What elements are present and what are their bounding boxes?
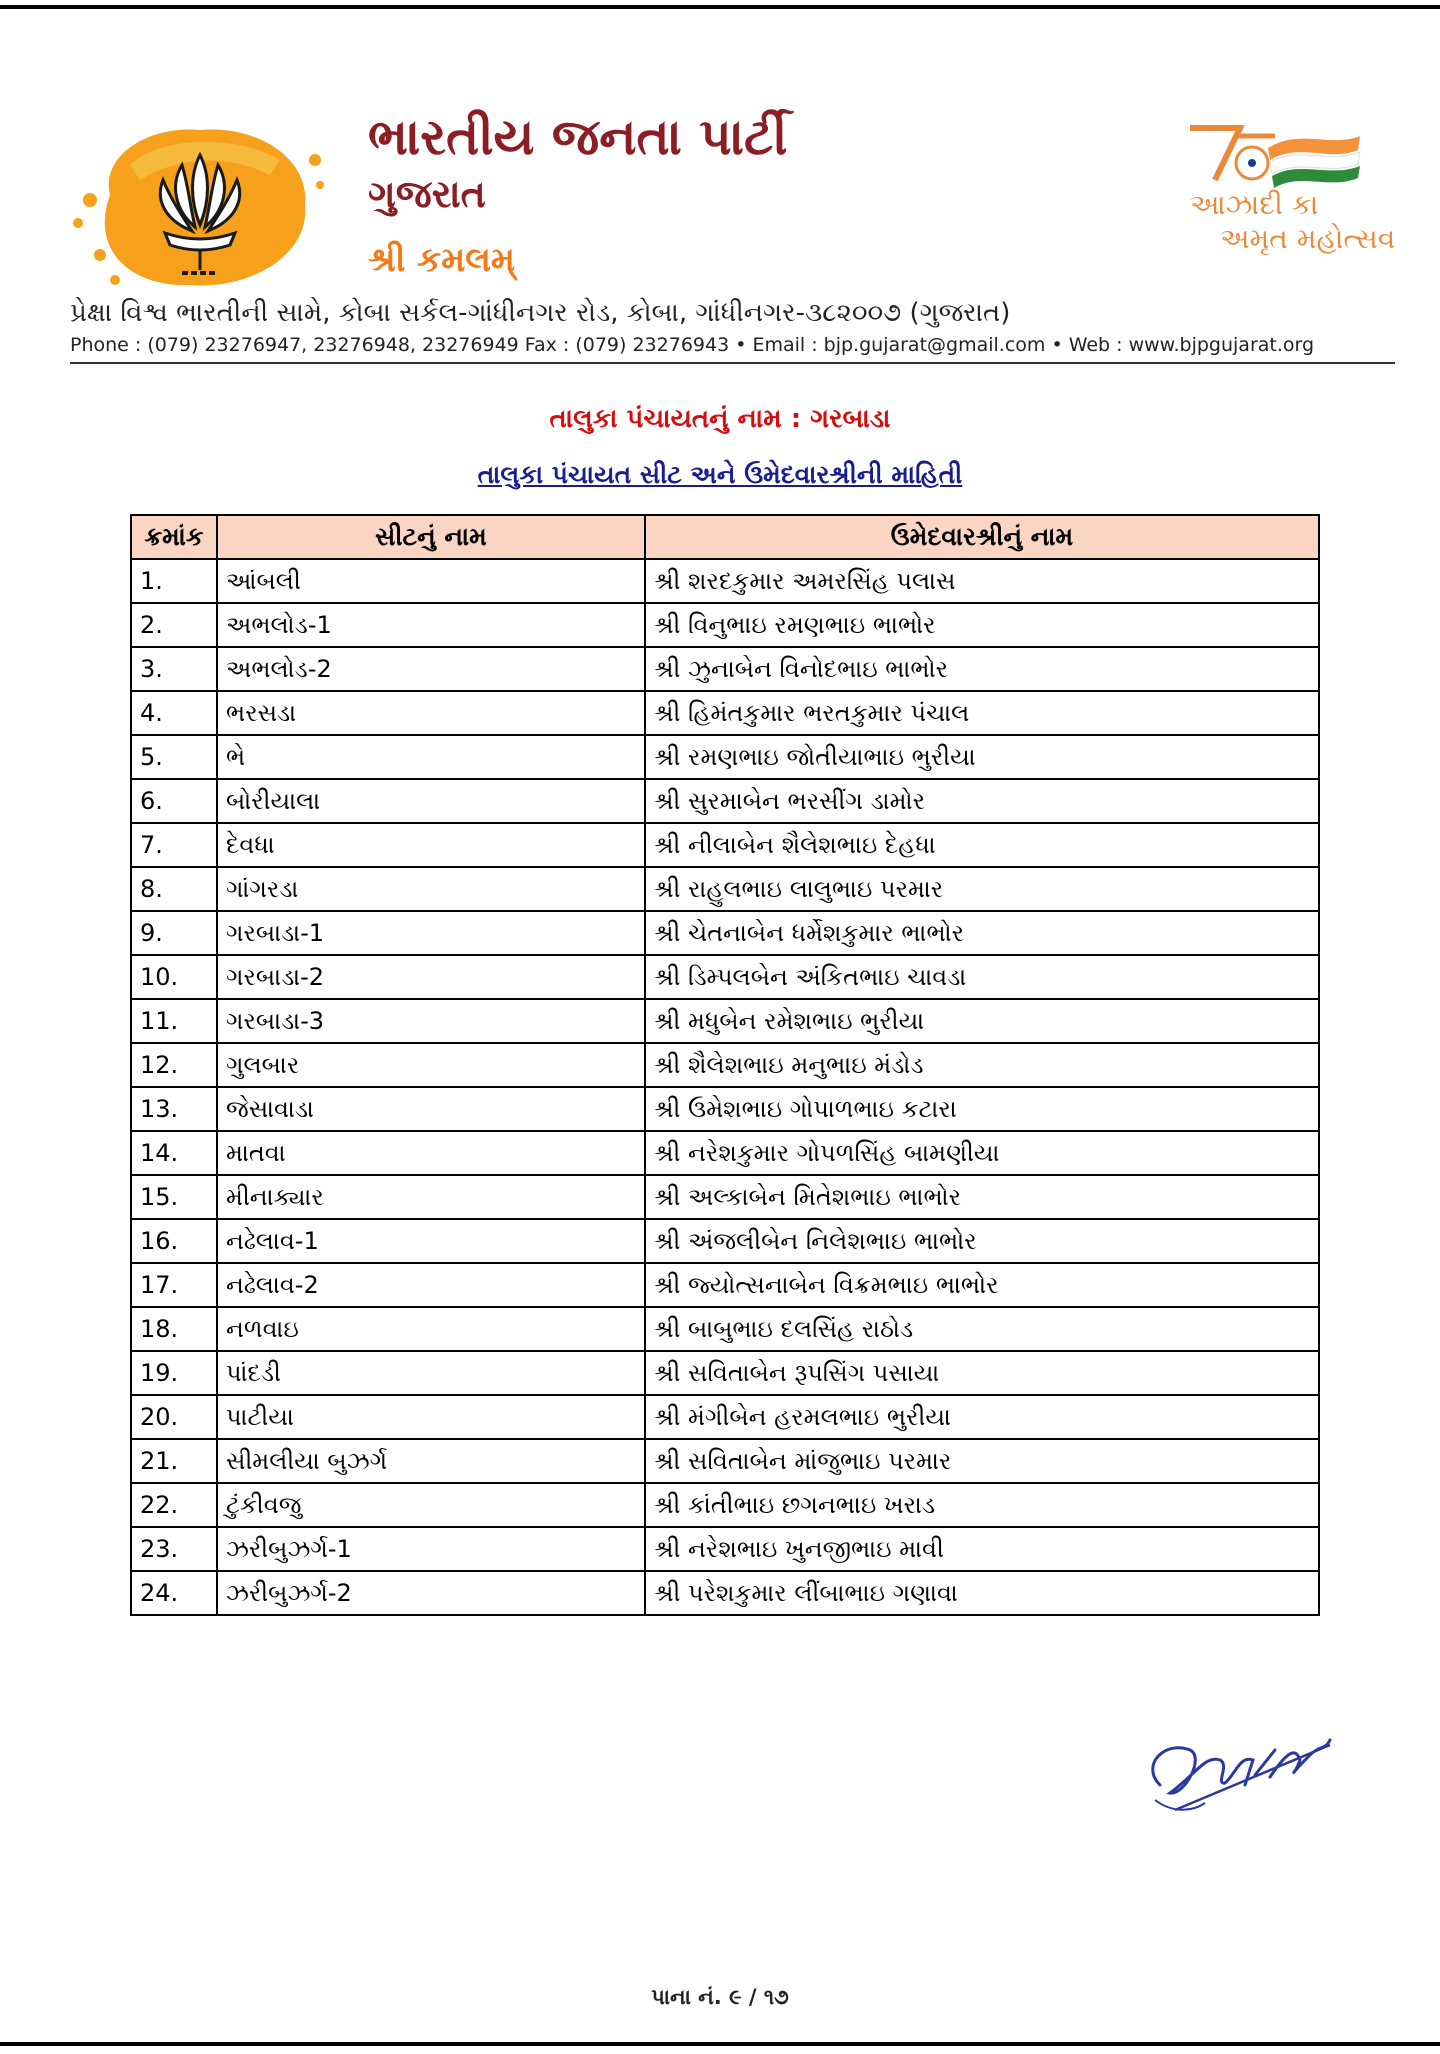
cell-serial: 3.: [131, 647, 217, 691]
cell-serial: 2.: [131, 603, 217, 647]
cell-seat: આંબલી: [217, 559, 645, 603]
header-serial: ક્રમાંક: [131, 515, 217, 559]
table-row: [131, 911, 1319, 955]
table-header-row: [131, 515, 1319, 559]
table-row: [131, 779, 1319, 823]
cell-seat: ઝરીબુઝર્ગ-1: [217, 1527, 645, 1571]
cell-seat: ભે: [217, 735, 645, 779]
cell-serial: 21.: [131, 1439, 217, 1483]
cell-candidate: શ્રી સવિતાબેન માંજુભાઇ પરમાર: [645, 1439, 1319, 1483]
cell-seat: ગાંગરડા: [217, 867, 645, 911]
table-row: [131, 735, 1319, 779]
table-row: [131, 955, 1319, 999]
cell-candidate: શ્રી નીલાબેન શૈલેશભાઇ દેહધા: [645, 823, 1319, 867]
cell-candidate: શ્રી ડિમ્પલબેન અંકિતભાઇ ચાવડા: [645, 955, 1319, 999]
table-row: [131, 1219, 1319, 1263]
office-address: પ્રેક્ષા વિશ્વ ભારતીની સામે, કોબા સર્કલ-ગાંધીનગર રોડ, કોબા, ગાંધીનગર-૩૮૨૦૦૭ (ગુજરાત): [70, 298, 1011, 328]
cell-candidate: શ્રી હિમંતકુમાર ભરતકુમાર પંચાલ: [645, 691, 1319, 735]
amrit-text-line1: આઝાદી કા: [1190, 188, 1319, 221]
cell-candidate: શ્રી ઉમેશભાઇ ગોપાળભાઇ કટારા: [645, 1087, 1319, 1131]
contact-line: Phone : (079) 23276947, 23276948, 23276949 Fax : (079) 23276943 • Email : bjp.gujarat@gmail.com • Web : www.bjpgujarat.org: [70, 334, 1315, 356]
cell-serial: 14.: [131, 1131, 217, 1175]
cell-seat: મીનાક્યાર: [217, 1175, 645, 1219]
cell-seat: માતવા: [217, 1131, 645, 1175]
cell-candidate: શ્રી ઝુનાબેન વિનોદભાઇ ભાભોર: [645, 647, 1319, 691]
cell-serial: 16.: [131, 1219, 217, 1263]
office-name: શ્રી કમલમ્: [368, 240, 515, 280]
table-row: [131, 1571, 1319, 1615]
signature-icon: [1135, 1715, 1335, 1825]
cell-seat: બોરીયાલા: [217, 779, 645, 823]
header-candidate: ઉમેદવારશ્રીનું નામ: [645, 515, 1319, 559]
cell-candidate: શ્રી અંજલીબેન નિલેશભાઇ ભાભોર: [645, 1219, 1319, 1263]
cell-serial: 11.: [131, 999, 217, 1043]
cell-seat: ગરબાડા-1: [217, 911, 645, 955]
cell-serial: 7.: [131, 823, 217, 867]
cell-candidate: શ્રી રમણભાઇ જોતીયાભાઇ ભુરીયા: [645, 735, 1319, 779]
cell-serial: 1.: [131, 559, 217, 603]
cell-seat: અભલોડ-1: [217, 603, 645, 647]
cell-candidate: શ્રી અલ્કાબેન મિતેશભાઇ ભાભોર: [645, 1175, 1319, 1219]
cell-serial: 18.: [131, 1307, 217, 1351]
cell-candidate: શ્રી શરદકુમાર અમરસિંહ પલાસ: [645, 559, 1319, 603]
cell-serial: 17.: [131, 1263, 217, 1307]
table-row: [131, 1175, 1319, 1219]
bjp-lotus-logo-icon: [70, 105, 330, 300]
cell-serial: 22.: [131, 1483, 217, 1527]
cell-candidate: શ્રી મંગીબેન હરમલભાઇ ભુરીયા: [645, 1395, 1319, 1439]
table-row: [131, 1395, 1319, 1439]
cell-serial: 19.: [131, 1351, 217, 1395]
top-border: [0, 5, 1440, 9]
amrit-text-line2: અમૃત મહોત્સવ: [1220, 222, 1396, 255]
table-row: [131, 691, 1319, 735]
cell-serial: 20.: [131, 1395, 217, 1439]
page-number: પાના નં. ૯ / ૧૭: [651, 1985, 789, 2009]
cell-seat: પાંદડી: [217, 1351, 645, 1395]
table-row: [131, 1439, 1319, 1483]
cell-candidate: શ્રી સવિતાબેન રૂપસિંગ પસાયા: [645, 1351, 1319, 1395]
cell-serial: 13.: [131, 1087, 217, 1131]
cell-seat: ટુંકીવજુ: [217, 1483, 645, 1527]
header-divider: [70, 362, 1395, 364]
cell-serial: 15.: [131, 1175, 217, 1219]
table-row: [131, 647, 1319, 691]
cell-seat: ગરબાડા-3: [217, 999, 645, 1043]
list-subtitle: તાલુકા પંચાયત સીટ અને ઉમેદવારશ્રીની માહિતી: [477, 460, 963, 489]
cell-serial: 4.: [131, 691, 217, 735]
cell-seat: અભલોડ-2: [217, 647, 645, 691]
cell-seat: જેસાવાડા: [217, 1087, 645, 1131]
cell-seat: ગુલબાર: [217, 1043, 645, 1087]
table-row: [131, 1527, 1319, 1571]
table-row: [131, 1263, 1319, 1307]
cell-seat: નઢેલાવ-1: [217, 1219, 645, 1263]
cell-candidate: શ્રી નરેશકુમાર ગોપળસિંહ બામણીયા: [645, 1131, 1319, 1175]
cell-candidate: શ્રી જ્યોત્સનાબેન વિક્રમભાઇ ભાભોર: [645, 1263, 1319, 1307]
cell-serial: 24.: [131, 1571, 217, 1615]
cell-serial: 6.: [131, 779, 217, 823]
cell-candidate: શ્રી શૈલેશભાઇ મનુભાઇ મંડોડ: [645, 1043, 1319, 1087]
cell-candidate: શ્રી રાહુલભાઇ લાલુભાઇ પરમાર: [645, 867, 1319, 911]
table-row: [131, 603, 1319, 647]
cell-serial: 9.: [131, 911, 217, 955]
panchayat-title: તાલુકા પંચાયતનું નામ : ગરબાડા: [549, 404, 891, 434]
cell-candidate: શ્રી ચેતનાબેન ધર્મેશકુમાર ભાભોર: [645, 911, 1319, 955]
cell-serial: 12.: [131, 1043, 217, 1087]
cell-candidate: શ્રી વિનુભાઇ રમણભાઇ ભાભોર: [645, 603, 1319, 647]
cell-serial: 10.: [131, 955, 217, 999]
cell-seat: નઢેલાવ-2: [217, 1263, 645, 1307]
table-row: [131, 867, 1319, 911]
candidate-table: [130, 514, 1320, 1616]
cell-serial: 8.: [131, 867, 217, 911]
table-row: [131, 823, 1319, 867]
table-row: [131, 1087, 1319, 1131]
table-row: [131, 1351, 1319, 1395]
cell-candidate: શ્રી કાંતીભાઇ છગનભાઇ ખરાડ: [645, 1483, 1319, 1527]
table-row: [131, 999, 1319, 1043]
cell-candidate: શ્રી પરેશકુમાર લીંબાભાઇ ગણાવા: [645, 1571, 1319, 1615]
cell-serial: 23.: [131, 1527, 217, 1571]
cell-candidate: શ્રી બાબુભાઇ દલસિંહ રાઠોડ: [645, 1307, 1319, 1351]
table-row: [131, 1043, 1319, 1087]
state-name: ગુજરાત: [368, 172, 486, 216]
cell-candidate: શ્રી સુરમાબેન ભરસીંગ ડામોર: [645, 779, 1319, 823]
cell-seat: નળવાઇ: [217, 1307, 645, 1351]
cell-seat: ઝરીબુઝર્ગ-2: [217, 1571, 645, 1615]
cell-candidate: શ્રી મધુબેન રમેશભાઇ ભુરીયા: [645, 999, 1319, 1043]
bottom-border: [0, 2042, 1440, 2046]
cell-seat: ગરબાડા-2: [217, 955, 645, 999]
cell-seat: સીમલીયા બુઝર્ગ: [217, 1439, 645, 1483]
table-row: [131, 559, 1319, 603]
table-row: [131, 1307, 1319, 1351]
party-name: ભારતીય જનતા પાર્ટી: [368, 108, 788, 166]
cell-seat: ભરસડા: [217, 691, 645, 735]
cell-serial: 5.: [131, 735, 217, 779]
header-seat: સીટનું નામ: [217, 515, 645, 559]
table-row: [131, 1483, 1319, 1527]
table-row: [131, 1131, 1319, 1175]
cell-seat: દેવધા: [217, 823, 645, 867]
cell-seat: પાટીયા: [217, 1395, 645, 1439]
cell-candidate: શ્રી નરેશભાઇ ખુનજીભાઇ માવી: [645, 1527, 1319, 1571]
